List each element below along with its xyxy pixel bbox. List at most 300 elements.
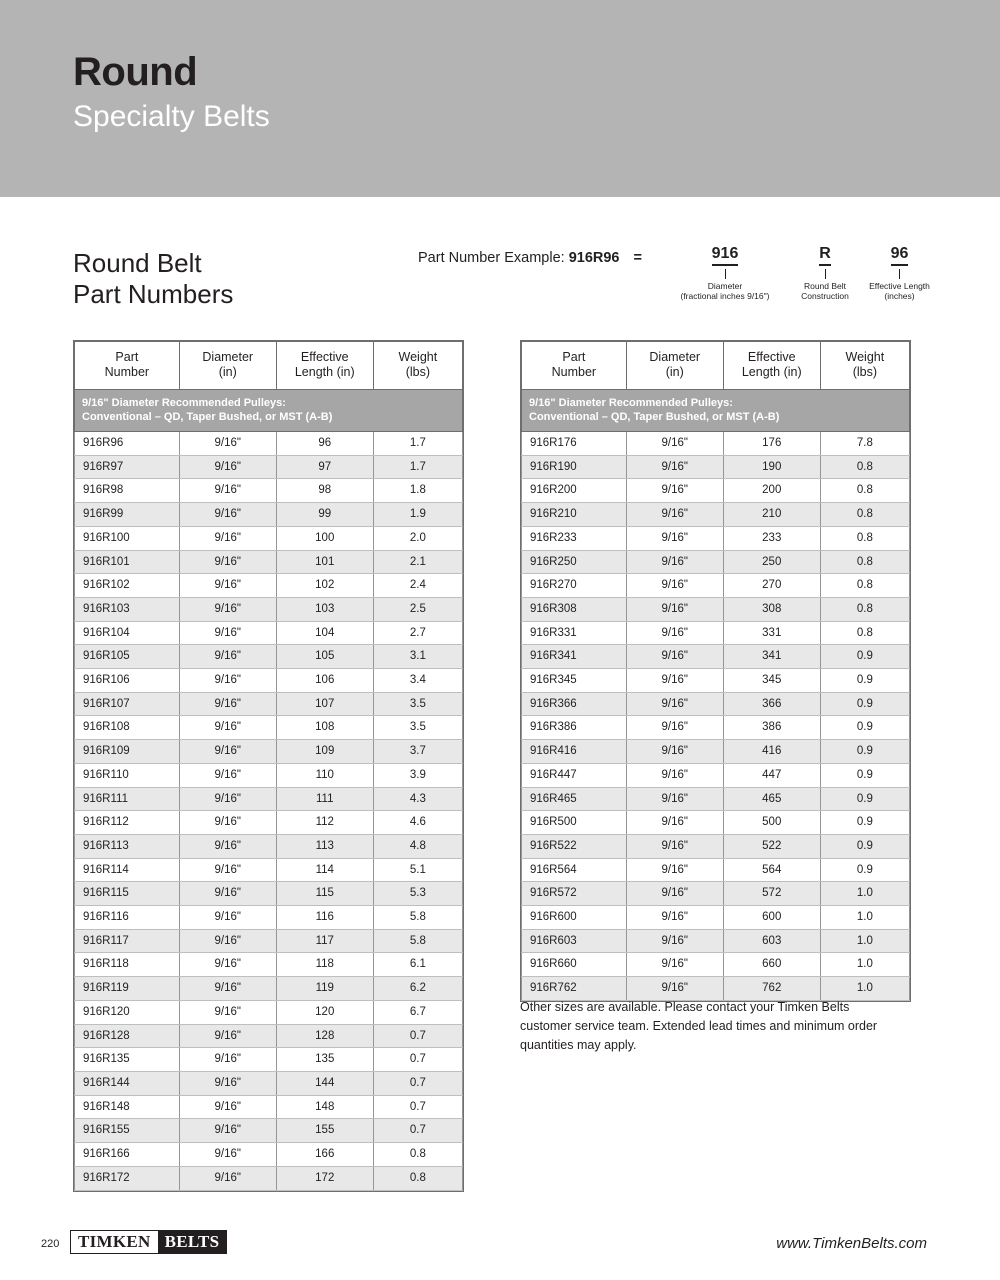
cell-diameter: 9/16" — [179, 1000, 276, 1024]
cell-effective-length: 416 — [723, 740, 820, 764]
cell-effective-length: 111 — [276, 787, 373, 811]
pn-segment-label-line1: Round Belt — [803, 280, 847, 291]
cell-weight: 0.9 — [820, 834, 909, 858]
cell-weight: 1.0 — [820, 953, 909, 977]
table-row — [75, 550, 463, 574]
cell-weight: 1.9 — [373, 503, 462, 527]
column-header-diameter: Diameter (in) — [179, 342, 276, 390]
cell-effective-length: 166 — [276, 1143, 373, 1167]
table-header-row — [75, 342, 463, 390]
cell-diameter: 9/16" — [179, 977, 276, 1001]
cell-diameter: 9/16" — [626, 763, 723, 787]
cell-diameter: 9/16" — [626, 645, 723, 669]
cell-part-number: 916R200 — [522, 479, 627, 503]
cell-part-number: 916R113 — [75, 834, 180, 858]
cell-effective-length: 108 — [276, 716, 373, 740]
cell-diameter: 9/16" — [179, 645, 276, 669]
cell-weight: 6.7 — [373, 1000, 462, 1024]
cell-part-number: 916R500 — [522, 811, 627, 835]
cell-weight: 0.8 — [820, 621, 909, 645]
cell-part-number: 916R600 — [522, 906, 627, 930]
cell-diameter: 9/16" — [179, 716, 276, 740]
footer-website[interactable]: www.TimkenBelts.com — [776, 1235, 927, 1252]
cell-effective-length: 117 — [276, 929, 373, 953]
table-row — [75, 763, 463, 787]
cell-diameter: 9/16" — [626, 953, 723, 977]
cell-effective-length: 233 — [723, 526, 820, 550]
cell-effective-length: 210 — [723, 503, 820, 527]
table-row — [75, 740, 463, 764]
cell-part-number: 916R166 — [75, 1143, 180, 1167]
cell-diameter: 9/16" — [179, 906, 276, 930]
cell-part-number: 916R341 — [522, 645, 627, 669]
cell-part-number: 916R128 — [75, 1024, 180, 1048]
section-title-line2: Part Numbers — [73, 279, 234, 309]
pn-segment-label-line2: (inches) — [884, 290, 915, 301]
cell-effective-length: 660 — [723, 953, 820, 977]
cell-diameter: 9/16" — [179, 834, 276, 858]
table-row — [522, 953, 910, 977]
table-row — [75, 1024, 463, 1048]
pn-example-value: 916R96 — [568, 250, 620, 266]
cell-part-number: 916R270 — [522, 574, 627, 598]
cell-weight: 0.8 — [820, 550, 909, 574]
cell-diameter: 9/16" — [626, 455, 723, 479]
table-row — [75, 1095, 463, 1119]
cell-weight: 0.9 — [820, 858, 909, 882]
cell-effective-length: 103 — [276, 597, 373, 621]
cell-diameter: 9/16" — [179, 692, 276, 716]
cell-part-number: 916R447 — [522, 763, 627, 787]
table-row — [75, 1000, 463, 1024]
cell-diameter: 9/16" — [179, 550, 276, 574]
table-row — [522, 503, 910, 527]
cell-weight: 4.3 — [373, 787, 462, 811]
table-subheader-row — [522, 390, 910, 432]
cell-weight: 2.0 — [373, 526, 462, 550]
cell-weight: 0.7 — [373, 1095, 462, 1119]
cell-effective-length: 98 — [276, 479, 373, 503]
cell-diameter: 9/16" — [626, 574, 723, 598]
column-header-effective-length: Effective Length (in) — [276, 342, 373, 390]
cell-effective-length: 119 — [276, 977, 373, 1001]
pn-segment-diameter — [650, 245, 800, 301]
cell-weight: 2.5 — [373, 597, 462, 621]
table-row — [522, 550, 910, 574]
table-row — [522, 574, 910, 598]
part-number-example — [418, 250, 642, 266]
cell-diameter: 9/16" — [626, 929, 723, 953]
part-number-breakdown — [670, 245, 930, 325]
pn-segment-code: R — [819, 245, 831, 266]
table-row — [75, 882, 463, 906]
column-header-weight: Weight (lbs) — [373, 342, 462, 390]
cell-diameter: 9/16" — [626, 882, 723, 906]
cell-effective-length: 106 — [276, 669, 373, 693]
cell-effective-length: 250 — [723, 550, 820, 574]
cell-diameter: 9/16" — [179, 597, 276, 621]
cell-effective-length: 113 — [276, 834, 373, 858]
pn-segment-length — [852, 245, 947, 301]
cell-diameter: 9/16" — [626, 432, 723, 456]
cell-effective-length: 308 — [723, 597, 820, 621]
cell-weight: 0.9 — [820, 716, 909, 740]
cell-weight: 3.4 — [373, 669, 462, 693]
cell-effective-length: 270 — [723, 574, 820, 598]
cell-part-number: 916R100 — [75, 526, 180, 550]
cell-weight: 0.9 — [820, 692, 909, 716]
cell-diameter: 9/16" — [626, 692, 723, 716]
column-header-part-number: Part Number — [522, 342, 627, 390]
cell-diameter: 9/16" — [179, 1143, 276, 1167]
cell-weight: 0.8 — [820, 526, 909, 550]
cell-effective-length: 155 — [276, 1119, 373, 1143]
cell-part-number: 916R110 — [75, 763, 180, 787]
table-row — [522, 858, 910, 882]
table-row — [522, 882, 910, 906]
cell-weight: 0.9 — [820, 811, 909, 835]
cell-effective-length: 603 — [723, 929, 820, 953]
banner-title: Round — [73, 50, 198, 94]
cell-effective-length: 144 — [276, 1071, 373, 1095]
cell-weight: 0.8 — [820, 455, 909, 479]
pn-segment-label-line1: Effective Length — [869, 280, 930, 291]
cell-diameter: 9/16" — [179, 621, 276, 645]
cell-part-number: 916R117 — [75, 929, 180, 953]
pn-segment-label-line1: Diameter — [707, 280, 743, 291]
table-body-right — [522, 432, 910, 1001]
cell-effective-length: 114 — [276, 858, 373, 882]
logo-belts-text: BELTS — [158, 1231, 227, 1253]
cell-diameter: 9/16" — [626, 597, 723, 621]
cell-effective-length: 366 — [723, 692, 820, 716]
cell-part-number: 916R103 — [75, 597, 180, 621]
cell-part-number: 916R101 — [75, 550, 180, 574]
cell-part-number: 916R98 — [75, 479, 180, 503]
table-row — [75, 479, 463, 503]
cell-part-number: 916R115 — [75, 882, 180, 906]
cell-weight: 1.7 — [373, 455, 462, 479]
cell-part-number: 916R603 — [522, 929, 627, 953]
cell-diameter: 9/16" — [179, 1119, 276, 1143]
cell-part-number: 916R465 — [522, 787, 627, 811]
part-numbers-table-left — [73, 340, 464, 1192]
pn-tick-icon — [825, 269, 826, 279]
cell-diameter: 9/16" — [179, 1166, 276, 1190]
cell-part-number: 916R386 — [522, 716, 627, 740]
table-row — [75, 906, 463, 930]
cell-part-number: 916R108 — [75, 716, 180, 740]
cell-diameter: 9/16" — [626, 834, 723, 858]
cell-weight: 0.8 — [373, 1166, 462, 1190]
banner-subtitle: Specialty Belts — [73, 100, 270, 133]
cell-effective-length: 104 — [276, 621, 373, 645]
cell-effective-length: 110 — [276, 763, 373, 787]
cell-part-number: 916R96 — [75, 432, 180, 456]
cell-weight: 0.7 — [373, 1024, 462, 1048]
table-row — [522, 692, 910, 716]
table-row — [75, 716, 463, 740]
cell-effective-length: 190 — [723, 455, 820, 479]
column-header-effective-length: Effective Length (in) — [723, 342, 820, 390]
table-subheader-cell: 9/16" Diameter Recommended Pulleys: Conventional – QD, Taper Bushed, or MST (A-B) — [75, 390, 463, 432]
table-row — [75, 1048, 463, 1072]
section-title-line1: Round Belt — [73, 248, 202, 278]
cell-part-number: 916R366 — [522, 692, 627, 716]
cell-effective-length: 345 — [723, 669, 820, 693]
cell-weight: 2.7 — [373, 621, 462, 645]
cell-weight: 0.8 — [820, 574, 909, 598]
cell-diameter: 9/16" — [179, 1071, 276, 1095]
cell-diameter: 9/16" — [626, 811, 723, 835]
cell-effective-length: 112 — [276, 811, 373, 835]
cell-weight: 0.7 — [373, 1071, 462, 1095]
cell-effective-length: 386 — [723, 716, 820, 740]
cell-part-number: 916R176 — [522, 432, 627, 456]
cell-diameter: 9/16" — [626, 906, 723, 930]
cell-weight: 0.8 — [373, 1143, 462, 1167]
cell-weight: 1.8 — [373, 479, 462, 503]
cell-effective-length: 522 — [723, 834, 820, 858]
cell-effective-length: 762 — [723, 977, 820, 1001]
cell-weight: 4.8 — [373, 834, 462, 858]
cell-diameter: 9/16" — [179, 1095, 276, 1119]
cell-diameter: 9/16" — [179, 882, 276, 906]
cell-effective-length: 101 — [276, 550, 373, 574]
cell-weight: 0.8 — [820, 597, 909, 621]
cell-weight: 5.8 — [373, 929, 462, 953]
cell-part-number: 916R104 — [75, 621, 180, 645]
cell-part-number: 916R109 — [75, 740, 180, 764]
table-row — [75, 574, 463, 598]
cell-weight: 5.8 — [373, 906, 462, 930]
cell-part-number: 916R116 — [75, 906, 180, 930]
cell-diameter: 9/16" — [626, 858, 723, 882]
cell-diameter: 9/16" — [179, 526, 276, 550]
table-row — [75, 645, 463, 669]
cell-part-number: 916R118 — [75, 953, 180, 977]
cell-effective-length: 135 — [276, 1048, 373, 1072]
cell-part-number: 916R144 — [75, 1071, 180, 1095]
table-row — [522, 834, 910, 858]
cell-part-number: 916R112 — [75, 811, 180, 835]
table-row — [522, 740, 910, 764]
pn-example-label: Part Number Example: — [418, 250, 565, 266]
table-subheader-row — [75, 390, 463, 432]
cell-weight: 0.9 — [820, 763, 909, 787]
table-row — [522, 716, 910, 740]
cell-weight: 3.5 — [373, 692, 462, 716]
table-row — [522, 811, 910, 835]
cell-diameter: 9/16" — [179, 669, 276, 693]
cell-effective-length: 120 — [276, 1000, 373, 1024]
cell-part-number: 916R190 — [522, 455, 627, 479]
cell-effective-length: 105 — [276, 645, 373, 669]
cell-diameter: 9/16" — [179, 811, 276, 835]
cell-diameter: 9/16" — [626, 977, 723, 1001]
cell-weight: 3.7 — [373, 740, 462, 764]
cell-diameter: 9/16" — [626, 621, 723, 645]
table-row — [75, 597, 463, 621]
table-row — [75, 455, 463, 479]
cell-diameter: 9/16" — [179, 479, 276, 503]
page-number: 220 — [41, 1238, 60, 1250]
cell-part-number: 916R660 — [522, 953, 627, 977]
cell-effective-length: 97 — [276, 455, 373, 479]
pn-tick-icon — [899, 269, 900, 279]
table-row — [75, 1166, 463, 1190]
pn-tick-icon — [725, 269, 726, 279]
cell-diameter: 9/16" — [626, 740, 723, 764]
table-row — [522, 526, 910, 550]
cell-effective-length: 447 — [723, 763, 820, 787]
column-header-weight: Weight (lbs) — [820, 342, 909, 390]
table-row — [522, 929, 910, 953]
table-subheader-cell: 9/16" Diameter Recommended Pulleys: Conventional – QD, Taper Bushed, or MST (A-B) — [522, 390, 910, 432]
cell-part-number: 916R107 — [75, 692, 180, 716]
cell-weight: 1.7 — [373, 432, 462, 456]
cell-effective-length: 118 — [276, 953, 373, 977]
cell-effective-length: 600 — [723, 906, 820, 930]
cell-diameter: 9/16" — [626, 503, 723, 527]
table-row — [75, 669, 463, 693]
pn-segment-label-line2: (fractional inches 9/16") — [680, 290, 770, 301]
logo-timken-text: TIMKEN — [71, 1231, 158, 1253]
cell-weight: 0.8 — [820, 479, 909, 503]
table-row — [75, 811, 463, 835]
table-row — [522, 977, 910, 1001]
cell-effective-length: 115 — [276, 882, 373, 906]
cell-effective-length: 148 — [276, 1095, 373, 1119]
cell-effective-length: 341 — [723, 645, 820, 669]
cell-part-number: 916R564 — [522, 858, 627, 882]
cell-diameter: 9/16" — [179, 432, 276, 456]
cell-weight: 3.5 — [373, 716, 462, 740]
cell-part-number: 916R172 — [75, 1166, 180, 1190]
cell-diameter: 9/16" — [626, 526, 723, 550]
cell-weight: 0.9 — [820, 645, 909, 669]
cell-effective-length: 331 — [723, 621, 820, 645]
cell-part-number: 916R345 — [522, 669, 627, 693]
cell-diameter: 9/16" — [179, 787, 276, 811]
pn-segment-code: 916 — [712, 245, 739, 266]
cell-part-number: 916R233 — [522, 526, 627, 550]
cell-weight: 3.1 — [373, 645, 462, 669]
pn-segment-label-line2: Construction — [801, 290, 849, 301]
cell-effective-length: 500 — [723, 811, 820, 835]
table-row — [522, 669, 910, 693]
cell-part-number: 916R111 — [75, 787, 180, 811]
cell-weight: 1.0 — [820, 929, 909, 953]
cell-part-number: 916R250 — [522, 550, 627, 574]
cell-part-number: 916R210 — [522, 503, 627, 527]
table-row — [75, 1143, 463, 1167]
cell-effective-length: 176 — [723, 432, 820, 456]
table-row — [522, 455, 910, 479]
table-row — [75, 432, 463, 456]
table-row — [75, 858, 463, 882]
table-row — [75, 977, 463, 1001]
page-banner — [0, 0, 1000, 197]
section-title — [73, 248, 233, 310]
cell-part-number: 916R762 — [522, 977, 627, 1001]
cell-part-number: 916R106 — [75, 669, 180, 693]
cell-weight: 1.0 — [820, 882, 909, 906]
cell-diameter: 9/16" — [626, 669, 723, 693]
table-row — [522, 432, 910, 456]
cell-weight: 3.9 — [373, 763, 462, 787]
cell-weight: 5.3 — [373, 882, 462, 906]
table-row — [522, 645, 910, 669]
cell-weight: 0.9 — [820, 669, 909, 693]
cell-weight: 0.7 — [373, 1048, 462, 1072]
cell-diameter: 9/16" — [179, 503, 276, 527]
cell-effective-length: 109 — [276, 740, 373, 764]
cell-part-number: 916R331 — [522, 621, 627, 645]
cell-effective-length: 564 — [723, 858, 820, 882]
cell-diameter: 9/16" — [626, 716, 723, 740]
table-row — [522, 787, 910, 811]
cell-diameter: 9/16" — [179, 763, 276, 787]
cell-effective-length: 116 — [276, 906, 373, 930]
table-row — [522, 763, 910, 787]
table-row — [75, 929, 463, 953]
cell-part-number: 916R105 — [75, 645, 180, 669]
cell-diameter: 9/16" — [626, 550, 723, 574]
cell-part-number: 916R99 — [75, 503, 180, 527]
pn-example-equals: = — [633, 250, 642, 266]
cell-effective-length: 96 — [276, 432, 373, 456]
cell-weight: 6.1 — [373, 953, 462, 977]
table-header-row — [522, 342, 910, 390]
cell-diameter: 9/16" — [626, 787, 723, 811]
cell-part-number: 916R148 — [75, 1095, 180, 1119]
cell-effective-length: 99 — [276, 503, 373, 527]
cell-weight: 7.8 — [820, 432, 909, 456]
cell-weight: 6.2 — [373, 977, 462, 1001]
timken-belts-logo — [70, 1230, 227, 1254]
cell-diameter: 9/16" — [179, 455, 276, 479]
table-row — [522, 906, 910, 930]
table-row — [75, 503, 463, 527]
cell-diameter: 9/16" — [179, 1024, 276, 1048]
cell-weight: 1.0 — [820, 906, 909, 930]
cell-effective-length: 100 — [276, 526, 373, 550]
cell-effective-length: 107 — [276, 692, 373, 716]
cell-part-number: 916R135 — [75, 1048, 180, 1072]
cell-diameter: 9/16" — [626, 479, 723, 503]
table-row — [75, 621, 463, 645]
cell-part-number: 916R120 — [75, 1000, 180, 1024]
table-body-left — [75, 432, 463, 1191]
table-row — [75, 1071, 463, 1095]
cell-diameter: 9/16" — [179, 953, 276, 977]
cell-effective-length: 465 — [723, 787, 820, 811]
cell-part-number: 916R114 — [75, 858, 180, 882]
cell-weight: 0.8 — [820, 503, 909, 527]
cell-weight: 0.9 — [820, 740, 909, 764]
column-header-diameter: Diameter (in) — [626, 342, 723, 390]
cell-part-number: 916R155 — [75, 1119, 180, 1143]
cell-effective-length: 200 — [723, 479, 820, 503]
cell-diameter: 9/16" — [179, 929, 276, 953]
cell-weight: 4.6 — [373, 811, 462, 835]
table-row — [75, 834, 463, 858]
cell-weight: 1.0 — [820, 977, 909, 1001]
part-numbers-table-right — [520, 340, 911, 1002]
table-row — [75, 953, 463, 977]
cell-effective-length: 102 — [276, 574, 373, 598]
